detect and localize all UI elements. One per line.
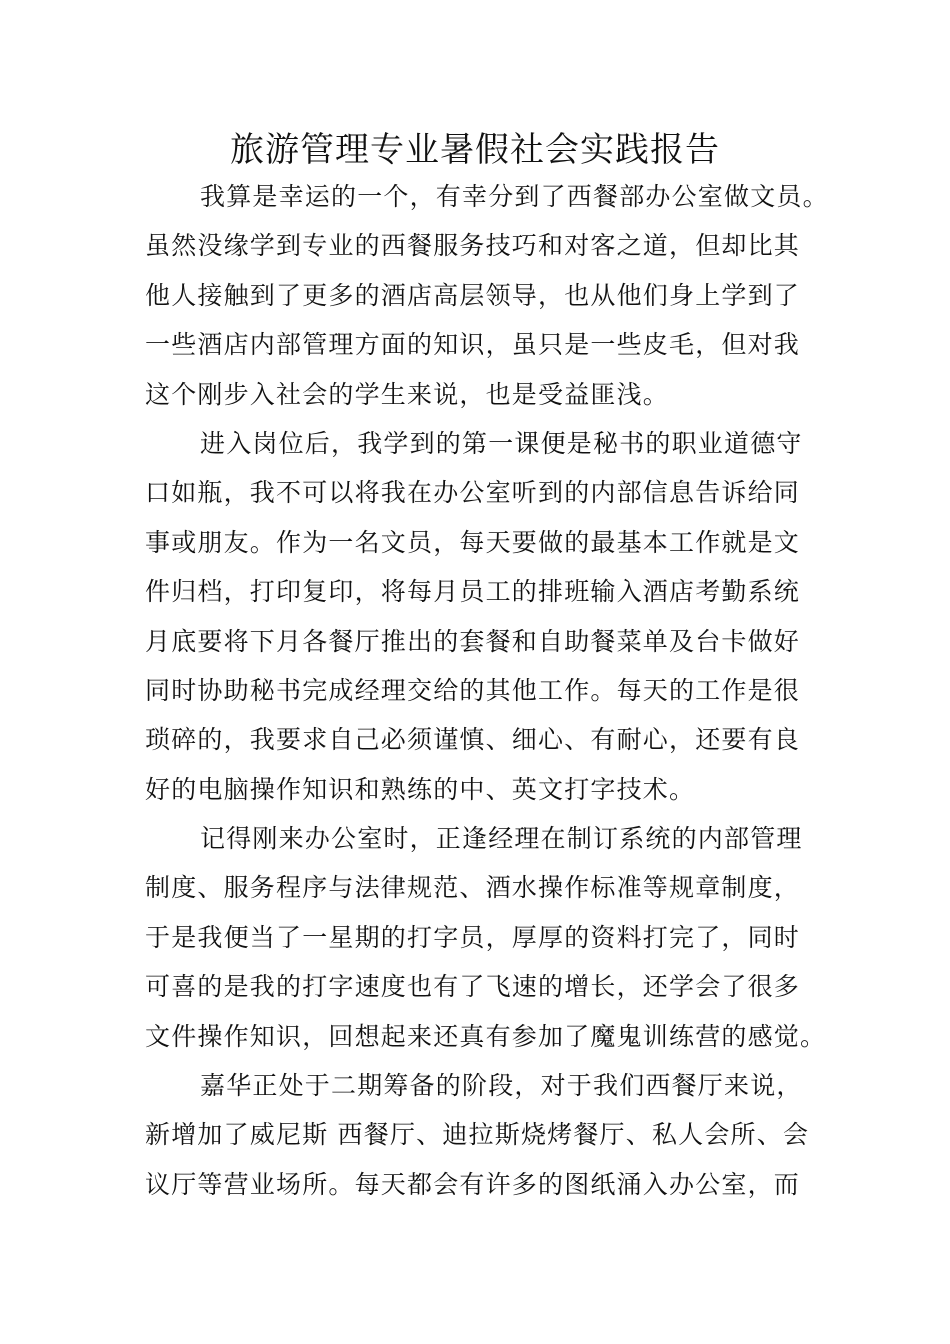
text-line: 进入岗位后，我学到的第一课便是秘书的职业道德守 [200, 428, 803, 458]
text-line: 于是我便当了一星期的打字员，厚厚的资料打完了，同时 [145, 922, 801, 952]
text-line: 我算是幸运的一个，有幸分到了西餐部办公室做文员。 [200, 182, 829, 211]
text-line: 同时协助秘书完成经理交给的其他工作。每天的工作是很 [145, 675, 801, 705]
text-line: 嘉华正处于二期筹备的阶段，对于我们西餐厅来说， [200, 1071, 803, 1101]
text-line: 他人接触到了更多的酒店高层领导，也从他们身上学到了 [145, 280, 801, 310]
text-line: 好的电脑操作知识和熟练的中、英文打字技术。 [145, 774, 696, 804]
text-line: 议厅等营业场所。每天都会有许多的图纸涌入办公室，而 [145, 1169, 801, 1199]
text-line: 可喜的是我的打字速度也有了飞速的增长，还学会了很多 [145, 972, 801, 1002]
text-line: 一些酒店内部管理方面的知识，虽只是一些皮毛，但对我 [145, 330, 801, 360]
text-line: 记得刚来办公室时，正逢经理在制订系统的内部管理 [200, 824, 803, 854]
text-line: 月底要将下月各餐厅推出的套餐和自助餐菜单及台卡做好 [145, 626, 801, 656]
text-line: 事或朋友。作为一名文员，每天要做的最基本工作就是文 [145, 527, 801, 557]
document-body [145, 172, 845, 1209]
text-line: 这个刚步入社会的学生来说，也是受益匪浅。 [145, 379, 670, 409]
text-line: 琐碎的，我要求自己必须谨慎、细心、有耐心，还要有良 [145, 725, 801, 755]
text-line: 新增加了威尼斯 西餐厅、迪拉斯烧烤餐厅、私人会所、会 [145, 1120, 810, 1150]
text-line: 虽然没缘学到专业的西餐服务技巧和对客之道，但却比其 [145, 231, 801, 261]
text-line: 件归档，打印复印，将每月员工的排班输入酒店考勤系统 [145, 577, 801, 607]
document-title: 旅游管理专业暑假社会实践报告 [230, 130, 720, 170]
text-line: 口如瓶，我不可以将我在办公室听到的内部信息告诉给同 [145, 478, 801, 508]
text-line: 文件操作知识，回想起来还真有参加了魔鬼训练营的感觉。 [145, 1021, 827, 1051]
text-line: 制度、服务程序与法律规范、酒水操作标准等规章制度， [145, 873, 801, 903]
